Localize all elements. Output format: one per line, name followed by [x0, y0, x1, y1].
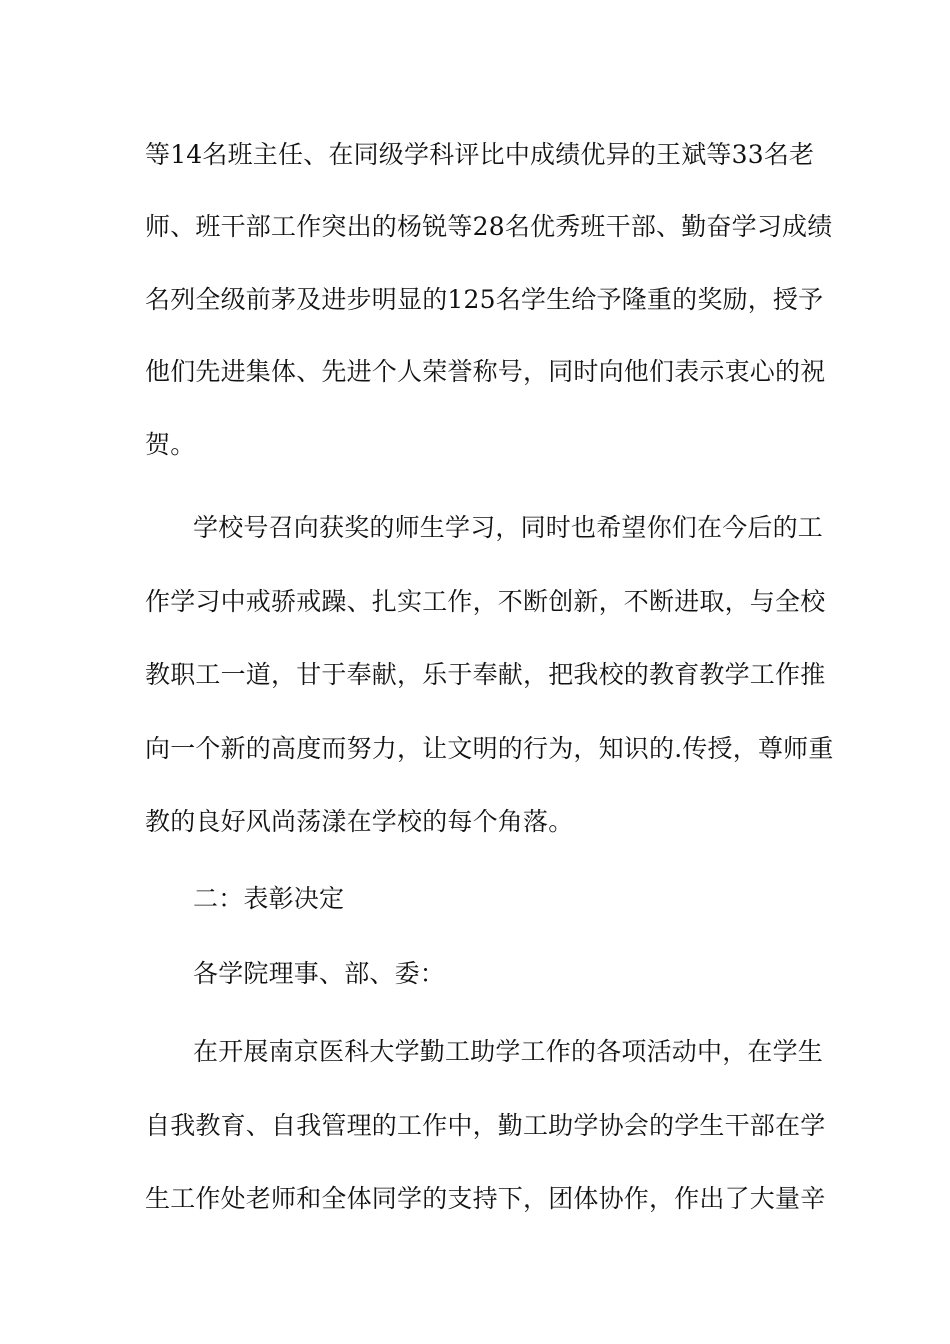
salutation: 各学院理事、部、委： [193, 959, 446, 988]
body-text-line: 学校号召向获奖的师生学习，同时也希望你们在今后的工 [193, 513, 824, 542]
section-heading: 二：表彰决定 [193, 884, 345, 913]
body-text-line: 生工作处老师和全体同学的支持下，团体协作，作出了大量辛 [145, 1184, 826, 1213]
body-text-line: 作学习中戒骄戒躁、扎实工作，不断创新，不断进取，与全校 [145, 587, 826, 616]
body-text-line: 自我教育、自我管理的工作中，勤工助学协会的学生干部在学 [145, 1111, 826, 1140]
body-text-line: 教的良好风尚荡漾在学校的每个角落。 [145, 807, 574, 836]
body-text-line: 贺。 [145, 430, 196, 459]
body-text-line: 等14名班主任、在同级学科评比中成绩优异的王斌等33名老 [145, 140, 815, 169]
body-text-line: 他们先进集体、先进个人荣誉称号，同时向他们表示衷心的祝 [145, 357, 826, 386]
body-text-line: 名列全级前茅及进步明显的125名学生给予隆重的奖励，授予 [145, 285, 824, 314]
body-text-line: 教职工一道，甘于奉献，乐于奉献，把我校的教育教学工作推 [145, 660, 826, 689]
body-text-line: 向一个新的高度而努力，让文明的行为，知识的.传授，尊师重 [145, 734, 834, 763]
body-text-line: 师、班干部工作突出的杨锐等28名优秀班干部、勤奋学习成绩 [145, 212, 833, 241]
body-text-line: 在开展南京医科大学勤工助学工作的各项活动中，在学生 [193, 1037, 824, 1066]
